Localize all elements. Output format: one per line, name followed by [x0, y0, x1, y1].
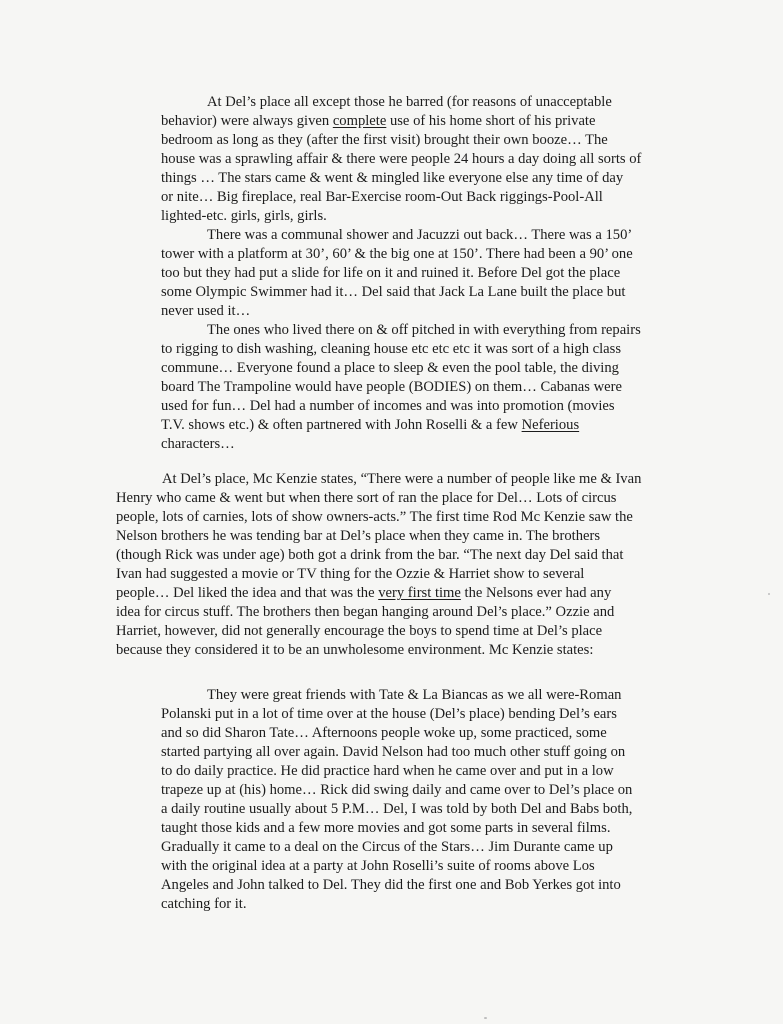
text-run: There was a communal shower and Jacuzzi out back… There was a 150’ — [207, 227, 633, 243]
text-run: At Del’s place all except those he barred (for reasons of unacceptable — [207, 94, 612, 110]
text-line — [161, 340, 621, 359]
text-line — [161, 876, 621, 895]
text-run: (though Rick was under age) both got a drink from the bar. “The next day Del said that — [116, 547, 624, 563]
underlined-text: complete — [332, 113, 387, 129]
text-line — [161, 705, 617, 724]
text-run: things … The stars came & went & mingled like everyone else any time of day — [161, 170, 624, 186]
text-line — [161, 245, 633, 264]
text-line — [161, 378, 622, 397]
text-line — [161, 283, 625, 302]
text-line — [207, 321, 641, 340]
text-line — [161, 131, 608, 150]
text-run: use of his home short of his private — [386, 113, 596, 129]
text-run: the Nelsons ever had any — [460, 585, 612, 601]
text-run: catching for it. — [161, 896, 247, 912]
body-paragraph — [116, 470, 716, 660]
text-run: a daily routine usually about 5 P.M… Del, I was told by both Del and Babs both, — [161, 801, 633, 817]
quote-block-2 — [161, 686, 721, 914]
text-run: some Olympic Swimmer had it… Del said that Jack La Lane built the place but — [161, 284, 626, 300]
underlined-text: Neferious — [521, 417, 580, 433]
text-line — [161, 188, 603, 207]
text-line — [116, 546, 623, 565]
text-line — [161, 819, 610, 838]
scan-speck — [768, 593, 770, 595]
text-line — [161, 781, 632, 800]
text-line — [116, 603, 614, 622]
text-run: bedroom as long as they (after the first visit) brought their own booze… The — [161, 132, 608, 148]
text-line — [161, 724, 607, 743]
text-line — [207, 226, 632, 245]
text-run: trapeze up at (his) home… Rick did swing daily and came over to Del’s place on — [161, 782, 633, 798]
text-run: Nelson brothers he was tending bar at Del’s place when they came in. The brothers — [116, 528, 601, 544]
text-line — [161, 264, 620, 283]
text-line — [116, 527, 600, 546]
text-line — [207, 93, 612, 112]
text-run: with the original idea at a party at John Roselli’s suite of rooms above Los — [161, 858, 595, 874]
text-run: Angeles and John talked to Del. They did the first one and Bob Yerkes got into — [161, 877, 621, 893]
text-run: used for fun… Del had a number of incomes and was into promotion (movies — [161, 398, 615, 414]
text-line — [161, 302, 250, 321]
text-run: Polanski put in a lot of time over at the house (Del’s place) bending Del’s ears — [161, 706, 617, 722]
text-line — [116, 622, 602, 641]
text-line — [161, 800, 632, 819]
text-run: Ivan had suggested a movie or TV thing for the Ozzie & Harriet show to several — [116, 566, 585, 582]
text-run: T.V. shows etc.) & often partnered with John Roselli & a few — [161, 417, 522, 433]
text-run: Gradually it came to a deal on the Circus of the Stars… Jim Durante came up — [161, 839, 613, 855]
text-line — [161, 397, 615, 416]
text-run: characters… — [161, 436, 235, 452]
text-run: Harriet, however, did not generally encourage the boys to spend time at Del’s place — [116, 623, 603, 639]
text-line — [116, 508, 633, 527]
text-run: tower with a platform at 30’, 60’ & the big one at 150’. There had been a 90’ one — [161, 246, 633, 262]
text-run: people, lots of carnies, lots of show owners-acts.” The first time Rod Mc Kenzie saw the — [116, 509, 633, 525]
text-run: to rigging to dish washing, cleaning house etc etc etc it was sort of a high class — [161, 341, 622, 357]
text-run: behavior) were always given — [161, 113, 333, 129]
text-run: They were great friends with Tate & La Biancas as we all were-Roman — [207, 687, 622, 703]
text-line — [161, 359, 619, 378]
text-run: because they considered it to be an unwholesome environment. Mc Kenzie states: — [116, 642, 594, 658]
text-line — [161, 895, 247, 914]
text-line — [161, 762, 614, 781]
quote-block-1 — [161, 93, 721, 455]
text-run: idea for circus stuff. The brothers then began hanging around Del’s place.” Ozzie and — [116, 604, 615, 620]
text-run: The ones who lived there on & off pitched in with everything from repairs — [207, 322, 641, 338]
text-run: too but they had put a slide for life on it and ruined it. Before Del got the place — [161, 265, 621, 281]
text-run: never used it… — [161, 303, 251, 319]
text-line — [162, 470, 641, 489]
scan-speck — [484, 1017, 487, 1019]
text-line — [161, 150, 641, 169]
text-line — [161, 743, 625, 762]
text-line — [161, 169, 623, 188]
text-run: people… Del liked the idea and that was the — [116, 585, 379, 601]
text-line — [207, 686, 621, 705]
text-run: started partying all over again. David Nelson had too much other stuff going on — [161, 744, 626, 760]
text-run: At Del’s place, Mc Kenzie states, “There were a number of people like me & Ivan — [162, 471, 642, 487]
text-run: board The Trampoline would have people (BODIES) on them… Cabanas were — [161, 379, 622, 395]
text-run: taught those kids and a few more movies and got some parts in several films. — [161, 820, 611, 836]
text-run: commune… Everyone found a place to sleep & even the pool table, the diving — [161, 360, 619, 376]
text-line — [116, 641, 593, 660]
underlined-text: very first time — [378, 585, 461, 601]
text-line — [161, 112, 595, 131]
text-run: to do daily practice. He did practice hard when he came over and put in a low — [161, 763, 614, 779]
text-line — [161, 207, 327, 226]
text-line — [116, 489, 616, 508]
text-line — [116, 584, 611, 603]
text-line — [161, 416, 579, 435]
text-run: Henry who came & went but when there sort of ran the place for Del… Lots of circus — [116, 490, 617, 506]
text-run: or nite… Big fireplace, real Bar-Exercise room-Out Back riggings-Pool-All — [161, 189, 603, 205]
text-line — [116, 565, 584, 584]
text-run: house was a sprawling affair & there were people 24 hours a day doing all sorts of — [161, 151, 642, 167]
text-line — [161, 838, 613, 857]
text-line — [161, 435, 235, 454]
text-line — [161, 857, 595, 876]
text-run: and so did Sharon Tate… Afternoons people woke up, some practiced, some — [161, 725, 607, 741]
text-run: lighted-etc. girls, girls, girls. — [161, 208, 327, 224]
